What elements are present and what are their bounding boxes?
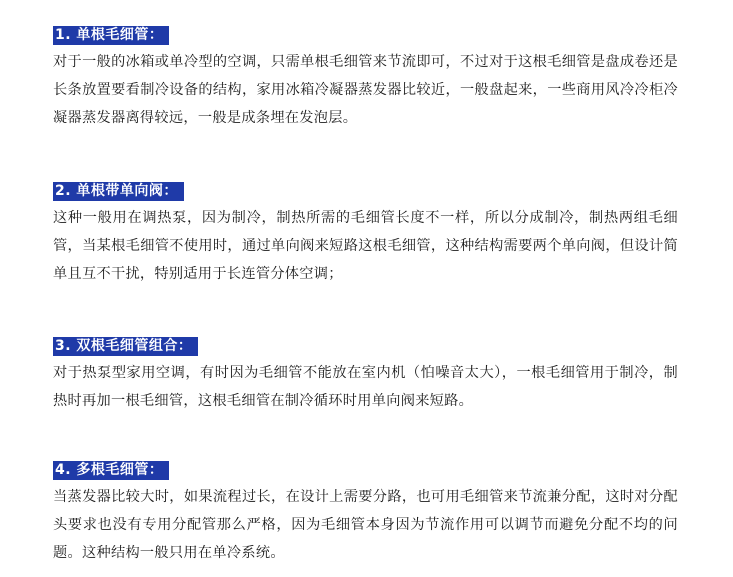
section-paragraph: 这种一般用在调热泵，因为制冷，制热所需的毛细管长度不一样，所以分成制冷，制热两组毛细管，当某根毛细管不使用时，通过单向阀来短路这根毛细管，这种结构需要两个单向阀，但设计简单且互不干扰，特别适用于长连管分体空调； — [53, 210, 678, 282]
section-multi-capillary — [53, 459, 678, 567]
section-dual-capillary — [53, 335, 678, 415]
section-heading: 1. 单根毛细管： — [53, 26, 169, 45]
section-single-with-check-valve — [53, 180, 678, 288]
section-heading: 2. 单根带单向阀： — [53, 182, 184, 201]
section-paragraph: 对于一般的冰箱或单冷型的空调，只需单根毛细管来节流即可，不过对于这根毛细管是盘成卷还是长条放置要看制冷设备的结构，家用冰箱冷凝器蒸发器比较近，一般盘起来，一些商用风冷冷柜冷凝器蒸发器离得较远，一般是成条埋在发泡层。 — [53, 54, 678, 126]
section-heading: 4. 多根毛细管： — [53, 461, 169, 480]
section-heading: 3. 双根毛细管组合： — [53, 337, 198, 356]
section-single-capillary — [53, 24, 678, 132]
section-paragraph: 对于热泵型家用空调，有时因为毛细管不能放在室内机（怕噪音太大），一根毛细管用于制冷，制热时再加一根毛细管，这根毛细管在制冷循环时用单向阀来短路。 — [53, 365, 678, 409]
section-paragraph: 当蒸发器比较大时，如果流程过长，在设计上需要分路，也可用毛细管来节流兼分配，这时对分配头要求也没有专用分配管那么严格，因为毛细管本身因为节流作用可以调节而避免分配不均的问题。这种结构一般只用在单冷系统。 — [53, 489, 678, 561]
